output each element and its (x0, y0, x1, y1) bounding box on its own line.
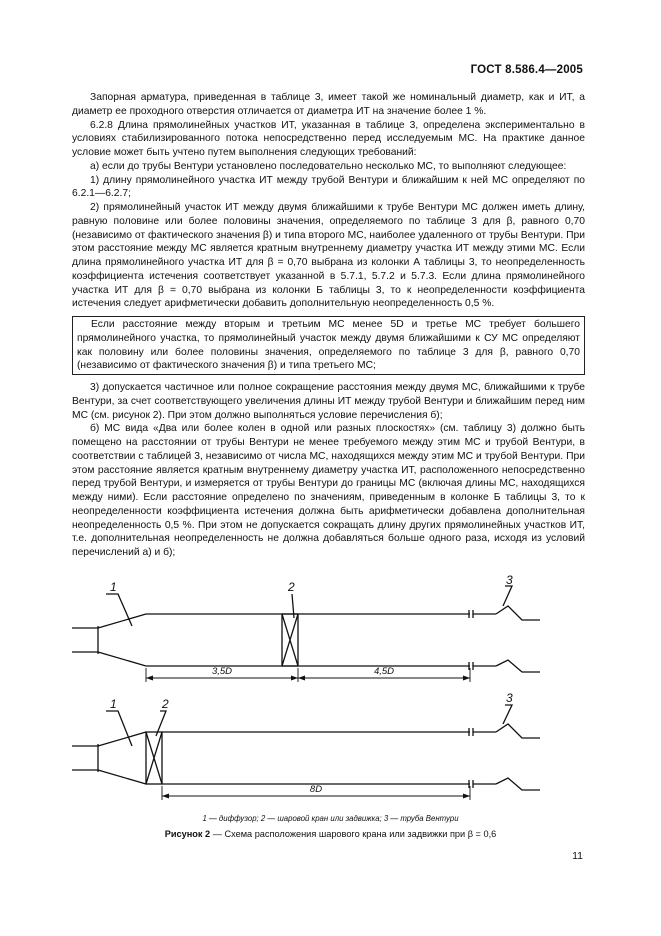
callout-1: 1 (110, 580, 117, 594)
leader-1 (106, 711, 132, 746)
paragraph: а) если до трубы Вентури установлено последовательно несколько МС, то выполняют следующее: (90, 160, 567, 172)
figure-legend: 1 — диффузор; 2 — шаровой кран или задвижка; 3 — труба Вентури (202, 814, 459, 823)
pipe-continue (473, 732, 496, 784)
callout-3: 3 (506, 574, 513, 587)
diffuser (98, 732, 146, 784)
valve-2-cross (146, 732, 162, 784)
paragraph: 3) допускается частичное или полное сокращение расстояния между двумя МС, ближайшими к трубе Вентури, за счет соответствующего увеличения длины ИТ между трубой Вентури и ближайшим перед ним МС (см. рисунок 2). При этом должно выполняться условие перечисления б); (72, 382, 585, 421)
break-mark (469, 610, 473, 670)
callout-2: 2 (162, 697, 169, 711)
main-text (72, 91, 585, 560)
callout-3: 3 (506, 691, 513, 705)
boxed-note-text: Если расстояние между вторым и третьим МС менее 5D и третье МС требует большего прямолинейного участка, то прямолинейный участок между двумя ближайшими к СУ МС определяют как половину или более половины значения, определяемого по таблице 3 для β, равного 0,70 (независимо от фактического значения β) и типа третьего МС; (77, 319, 580, 372)
document-header: ГОСТ 8.586.4—2005 (470, 64, 583, 76)
leader-3 (503, 586, 512, 606)
inlet-pipe (72, 744, 98, 772)
pipe-lines (162, 732, 470, 784)
venturi-tube (496, 606, 540, 672)
callout-1: 1 (110, 697, 117, 711)
pipeline-diagram-2 (72, 705, 540, 800)
paragraph: 1) длину прямолинейного участка ИТ между трубой Вентури и ближайшим к ней МС определяют по 6.2.1—6.2.7; (72, 174, 585, 200)
break-mark (469, 728, 473, 788)
paragraph: 2) прямолинейный участок ИТ между двумя ближайшими к трубе Вентури МС должен иметь длину, равную половине или более половины значения, определяемого по таблице 3 для β, равного 0,70 (независимо от фактического значения β) и типа второго МС, наиболее удаленного от трубы Вентури. При этом расстояние между МС является кратным внутреннему диаметру участка ИТ между этими МС. Если длина прямолинейного участка ИТ для β = 0,70 выбрана из колонки А таблицы 3, то неопределенность коэффициента истечения соответствует указанной в 5.7.1, 5.7.2 и 5.7.3. Если длина прямолинейного участка ИТ для β = 0,70 выбрана из колонки Б таблицы 3, то к неопределенности коэффициента истечения следует арифметически добавить дополнительную неопределенность 0,5 %. (72, 202, 585, 310)
figure-caption (0, 829, 661, 839)
dimension-lines (146, 668, 470, 682)
caption-text: — Схема расположения шарового крана или задвижки при β = 0,6 (212, 829, 497, 839)
arrowheads (146, 676, 470, 799)
diffuser (98, 614, 146, 666)
paragraph: б) МС вида «Два или более колен в одной или разных плоскостях» (см. таблицу 3) должно быть помещено на расстоянии от трубы Вентури не менее требуемого между этим МС и трубой Вентури, в соответствии с таблицей 3, независимо от числа МС, находящихся между этим МС и трубой Вентури. При этом расстояние является кратным внутреннему диаметру участка ИТ, расположенного непосредственно перед трубой Вентури, и измеряется от трубы Вентури до границы МС (включая длины МС, находящихся между ними). Если расстояние определено по значениям, приведенным в колонке Б таблицы 3, то к неопределенности коэффициента истечения должна быть арифметически добавлена дополнительная неопределенность 0,5 %. При этом не допускается сокращать длину других прямолинейных участков ИТ, т.е. дополнительная неопределенность не должна добавляться больше одного раза, исходя из условий перечислений а) и б); (72, 423, 585, 558)
inlet-pipe (72, 626, 98, 654)
dimension-label: 8D (309, 784, 323, 795)
dimension-label: 3,5D (211, 666, 233, 677)
pipe-top-line (146, 614, 470, 666)
pipe-continue (473, 614, 496, 666)
paragraph: 6.2.8 Длина прямолинейных участков ИТ, указанная в таблице 3, определена экспериментально в условиях стабилизированного потока непосредственно перед исследуемым МС. На практике данное условие может быть учтено путем выполнения следующих требований: (72, 119, 585, 158)
dimension-label: 4,5D (373, 666, 395, 677)
venturi-tube (496, 724, 540, 790)
caption-prefix: Рисунок 2 (164, 829, 211, 839)
leader-3 (503, 705, 512, 724)
paragraph: Запорная арматура, приведенная в таблице 3, имеет такой же номинальный диаметр, как и ИТ, а диаметр ее проходного отверстия отличается от диаметра ИТ на значение более 1 %. (72, 92, 585, 117)
figure-2-diagram (60, 574, 560, 809)
callout-2: 2 (288, 580, 295, 594)
valve-1-cross (282, 614, 298, 666)
page-number: 11 (572, 850, 583, 862)
pipeline-diagram-1 (72, 586, 540, 682)
boxed-note (72, 316, 585, 375)
